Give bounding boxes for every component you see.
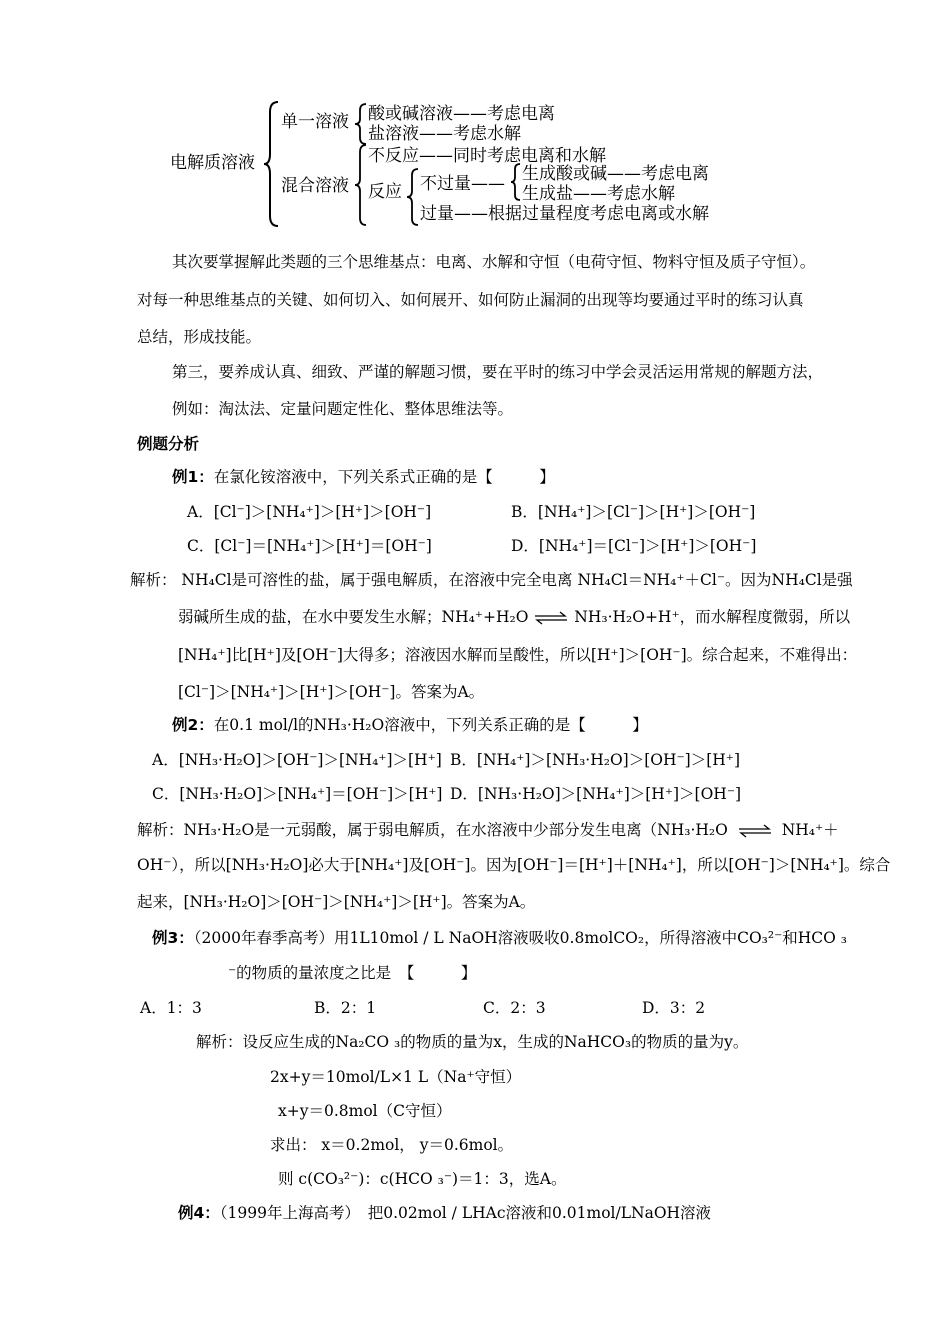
example-label: 例4： <box>178 1204 220 1222</box>
tree-single-acid: 酸或碱溶液——考虑电离 <box>368 104 555 124</box>
analysis-line <box>137 820 839 840</box>
equilibrium-arrow-icon <box>733 824 777 838</box>
analysis-line: 起来，[NH₃·H₂O]＞[OH⁻]＞[NH₄⁺]＞[H⁺]。答案为A。 <box>137 893 536 911</box>
paragraph-line: 对每一种思维基点的关键、如何切入、如何展开、如何防止漏洞的出现等均要通过平时的练习认真 <box>137 291 804 309</box>
section-title: 例题分析 <box>137 435 200 453</box>
analysis-line <box>178 607 850 627</box>
solution-line: 求出： x＝0.2mol， y＝0.6mol。 <box>270 1136 514 1154</box>
tree-excess: 过量——根据过量程度考虑电离或水解 <box>420 204 709 224</box>
option-d: D．3：2 <box>642 999 706 1017</box>
analysis-text: 解析：NH₃·H₂O是一元弱酸，属于弱电解质，在水溶液中少部分发生电离（NH₃·H₂O <box>137 821 728 839</box>
tree-single: 单一溶液 <box>281 112 349 132</box>
paragraph-line: 总结，形成技能。 <box>137 328 262 346</box>
solution-line: 则 c(CO₃²⁻)：c(HCO ₃⁻)＝1：3，选A。 <box>278 1170 567 1188</box>
paragraph-line: 第三，要养成认真、细致、严谨的解题习惯，要在平时的练习中学会灵活运用常规的解题方法， <box>172 363 824 381</box>
analysis-line: 解析： NH₄Cl是可溶性的盐，属于强电解质，在溶液中完全电离 NH₄Cl＝NH₄⁺＋Cl⁻。因为NH₄Cl是强 <box>130 571 853 589</box>
example-label: 例3： <box>152 929 194 947</box>
analysis-text: NH₄⁺＋ <box>781 821 839 839</box>
example-label: 例2： <box>172 716 214 734</box>
option-a: A．[Cl⁻]＞[NH₄⁺]＞[H⁺]＞[OH⁻] <box>187 503 432 521</box>
example-stem-cont: ⁻的物质的量浓度之比是 【 】 <box>228 964 477 982</box>
tree-not-excess-salt: 生成盐——考虑水解 <box>522 184 675 204</box>
example-stem: （1999年上海高考） 把0.02mol / LHAc溶液和0.01mol/LNaOH溶液 <box>219 1204 712 1222</box>
tree-not-excess-acid: 生成酸或碱——考虑电离 <box>522 164 709 184</box>
brace-icon <box>406 168 420 226</box>
paragraph-line: 其次要掌握解此类题的三个思维基点：电离、水解和守恒（电荷守恒、物料守恒及质子守恒）。 <box>172 253 816 271</box>
paragraph-line: 例如：淘汰法、定量问题定性化、整体思维法等。 <box>172 400 514 418</box>
option-d: D．[NH₃·H₂O]＞[NH₄⁺]＞[H⁺]＞[OH⁻] <box>450 785 742 803</box>
brace-icon <box>354 103 368 145</box>
example-stem: 在氯化铵溶液中，下列关系式正确的是【 】 <box>213 468 555 486</box>
option-d: D．[NH₄⁺]＝[Cl⁻]＞[H⁺]＞[OH⁻] <box>511 537 757 555</box>
option-a: A．[NH₃·H₂O]＞[OH⁻]＞[NH₄⁺]＞[H⁺] <box>152 751 442 769</box>
tree-mixed: 混合溶液 <box>281 176 349 196</box>
tree-mixed-noreact: 不反应——同时考虑电离和水解 <box>368 146 606 166</box>
option-c: C．[Cl⁻]＝[NH₄⁺]＞[H⁺]＝[OH⁻] <box>187 537 432 555</box>
tree-mixed-react: 反应 <box>368 182 402 202</box>
example-stem: 在0.1 mol/l的NH₃·H₂O溶液中，下列关系正确的是【 】 <box>213 716 648 734</box>
brace-icon <box>510 163 522 201</box>
tree-root: 电解质溶液 <box>170 153 255 173</box>
analysis-text: 弱碱所生成的盐，在水中要发生水解；NH₄⁺+H₂O <box>178 608 529 626</box>
brace-icon <box>262 100 282 228</box>
tree-not-excess: 不过量—— <box>420 174 505 194</box>
equilibrium-arrow-icon <box>533 611 569 625</box>
analysis-text: NH₃·H₂O+H⁺，而水解程度微弱，所以 <box>574 608 851 626</box>
option-c: C．[NH₃·H₂O]＞[NH₄⁺]＝[OH⁻]＞[H⁺] <box>152 785 443 803</box>
analysis-line: [Cl⁻]＞[NH₄⁺]＞[H⁺]＞[OH⁻]。答案为A。 <box>178 683 485 701</box>
example-label: 例1： <box>172 468 214 486</box>
analysis-line: [NH₄⁺]比[H⁺]及[OH⁻]大得多；溶液因水解而呈酸性，所以[H⁺]＞[OH⁻]。综合起来，不难得出： <box>178 646 858 664</box>
option-b: B．[NH₄⁺]＞[Cl⁻]＞[H⁺]＞[OH⁻] <box>511 503 756 521</box>
option-c: C．2：3 <box>483 999 546 1017</box>
option-b: B．2：1 <box>314 999 377 1017</box>
tree-single-salt: 盐溶液——考虑水解 <box>368 124 521 144</box>
example-stem: （2000年春季高考）用1L10mol / L NaOH溶液吸收0.8molCO₂，所得溶液中CO₃²⁻和HCO ₃ <box>193 929 848 947</box>
solution-line: x+y＝0.8mol（C守恒） <box>278 1102 452 1120</box>
solution-line: 解析：设反应生成的Na₂CO ₃的物质的量为x，生成的NaHCO₃的物质的量为y。 <box>196 1033 749 1051</box>
brace-icon <box>354 144 368 226</box>
analysis-line: OH⁻），所以[NH₃·H₂O]必大于[NH₄⁺]及[OH⁻]。因为[OH⁻]＝[H⁺]＋[NH₄⁺]，所以[OH⁻]＞[NH₄⁺]。综合 <box>137 856 891 874</box>
option-a: A．1：3 <box>140 999 202 1017</box>
solution-line: 2x+y＝10mol/L×1 L（Na⁺守恒） <box>270 1068 522 1086</box>
option-b: B．[NH₄⁺]＞[NH₃·H₂O]＞[OH⁻]＞[H⁺] <box>450 751 741 769</box>
